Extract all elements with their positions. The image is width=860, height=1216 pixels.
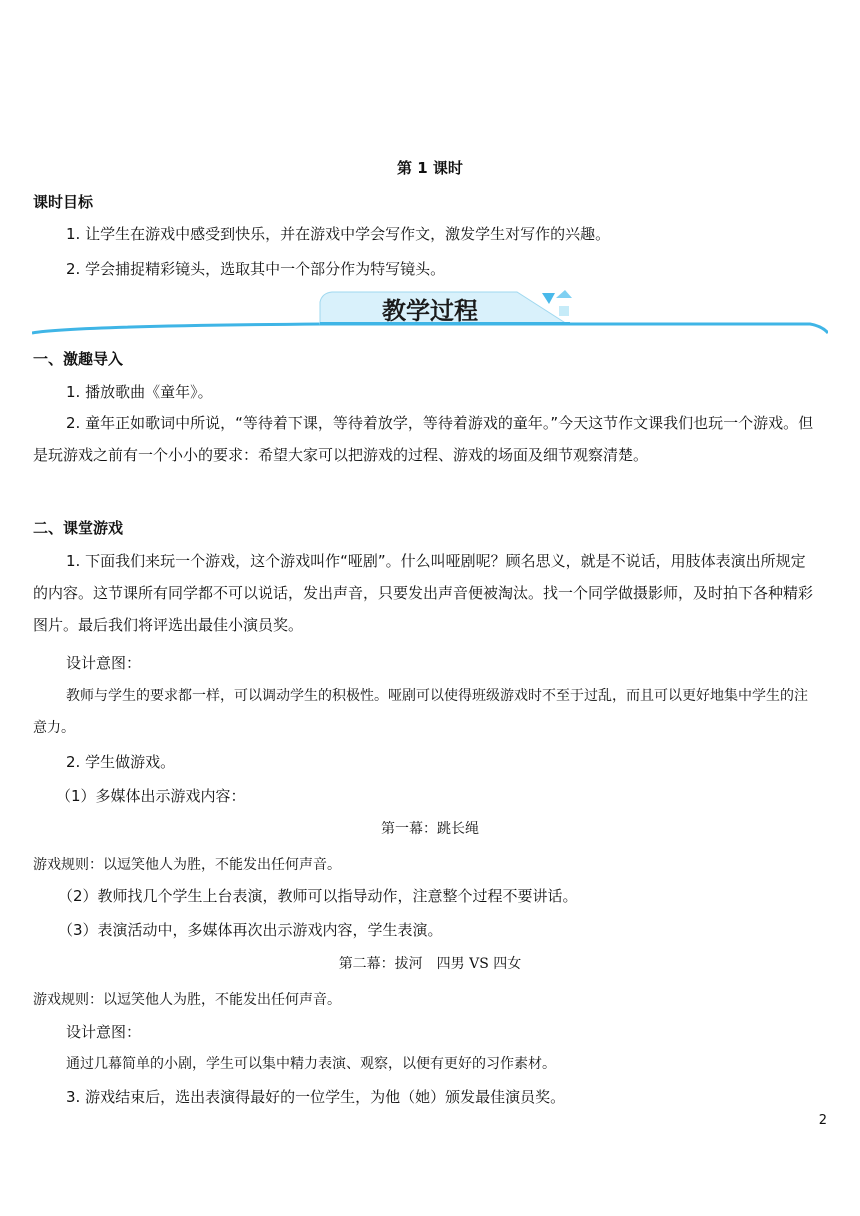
section1-paragraph-2: 2. 童年正如歌词中所说，“等待着下课，等待着放学，等待着游戏的童年。”今天这节作文课我们也玩一个游戏。但是玩游戏之前有一个小小的要求：希望大家可以把游戏的过程、游戏的场面及细节观察清楚。	[33, 414, 814, 464]
design-intent-label-2: 设计意图：	[66, 1023, 142, 1041]
design-intent-text-2: 通过几幕简单的小剧，学生可以集中精力表演、观察，以便有更好的习作素材。	[66, 1056, 556, 1072]
section1-heading: 一、激趣导入	[33, 350, 124, 368]
lesson-title: 第 1 课时	[397, 159, 463, 177]
step-1: （1）多媒体出示游戏内容：	[56, 787, 246, 805]
objective-item-2: 2. 学会捕捉精彩镜头，选取其中一个部分作为特写镜头。	[66, 260, 446, 278]
section1-paragraph-1: 1. 播放歌曲《童年》。	[66, 383, 213, 401]
rule-1: 游戏规则：以逗笑他人为胜，不能发出任何声音。	[33, 857, 341, 873]
step-3: （3）表演活动中，多媒体再次出示游戏内容，学生表演。	[58, 921, 443, 939]
triangle-decoration-icon	[542, 293, 555, 304]
design-intent-label-1: 设计意图：	[66, 654, 142, 672]
section2-heading: 二、课堂游戏	[33, 519, 124, 537]
act-2-title: 第二幕：拔河 四男 VS 四女	[338, 956, 522, 972]
section2-paragraph-2: 2. 学生做游戏。	[66, 753, 176, 771]
step-2: （2）教师找几个学生上台表演，教师可以指导动作，注意整个过程不要讲话。	[58, 887, 578, 905]
page-number: 2	[818, 1113, 827, 1128]
design-intent-text-1: 教师与学生的要求都一样，可以调动学生的积极性。哑剧可以使得班级游戏时不至于过乱，而且可以更好地集中学生的注意力。	[33, 688, 808, 736]
act-1-title: 第一幕：跳长绳	[381, 821, 479, 837]
section2-paragraph-1: 1. 下面我们来玩一个游戏，这个游戏叫作“哑剧”。什么叫哑剧呢？顾名思义，就是不说话，用肢体表演出所规定的内容。这节课所有同学都不可以说话，发出声音，只要发出声音便被淘汰。找一个同学做摄影师，及时拍下各种精彩图片。最后我们将评选出最佳小演员奖。	[33, 552, 814, 634]
teaching-process-banner	[32, 286, 828, 336]
banner-label: 教学过程	[382, 298, 478, 325]
section2-paragraph-3: 3. 游戏结束后，选出表演得最好的一位学生，为他（她）颁发最佳演员奖。	[66, 1088, 566, 1106]
objective-item-1: 1. 让学生在游戏中感受到快乐，并在游戏中学会写作文，激发学生对写作的兴趣。	[66, 225, 611, 243]
objectives-heading: 课时目标	[33, 193, 94, 211]
rule-2: 游戏规则：以逗笑他人为胜，不能发出任何声音。	[33, 992, 341, 1008]
